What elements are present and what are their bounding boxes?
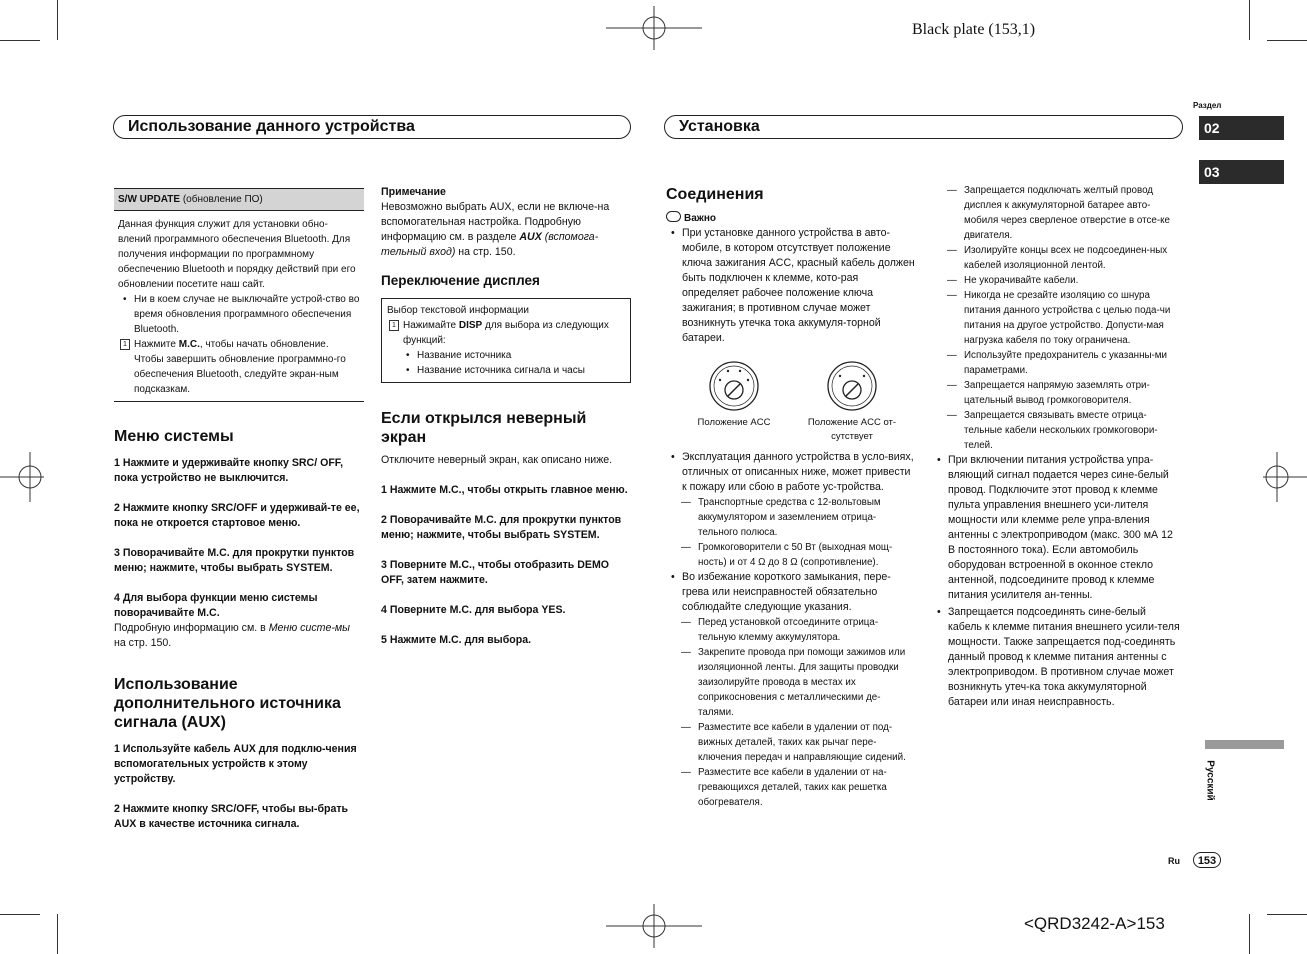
sw-update-bullet: • Ни в коем случае не выключайте устрой-ство во время обновления программного обеспечения Bluetooth.	[118, 292, 360, 337]
wrong-screen-title: Если открылся неверный экран	[381, 410, 587, 446]
warning-dash-4: — Никогда не срезайте изоляцию со шнура питания данного устройства с целью пода-чи питания на другое устройство. Допусти-мая нагрузка кабеля по току ограничена.	[946, 288, 1182, 348]
crop-mark	[0, 914, 40, 915]
note-title: Примечание	[381, 186, 446, 198]
tab-03: 03	[1199, 160, 1284, 184]
crop-mark	[57, 914, 58, 954]
display-box	[381, 298, 631, 383]
crop-mark	[1249, 914, 1250, 954]
display-switch-title: Переключение дисплея	[381, 273, 540, 288]
section-label: Раздел	[1193, 101, 1222, 110]
wrong-step-4: 4 Поверните M.C. для выбора YES.	[381, 604, 566, 616]
warning-dash-2: — Изолируйте концы всех не подсоединен-ных кабелей изоляционной лентой.	[946, 243, 1182, 273]
blue-white-wire-bullet: • При включении питания устройства упра-вляющий сигнал подается через сине-белый провод. Подключите этот провод к клемме пульта управления внешнего уси-лителя мощности или клемме реле упра-вления антенны с электроприводом (макс. 300 мА 12 В постоянного тока). Если автомобиль оборудован встроенной в оконное стекло антенной, подсоедините провод к клемме питания усилителя ан-тенны.	[932, 453, 1182, 603]
menu-system-title: Меню системы	[114, 428, 234, 445]
aux-step-1: 1 Используйте кабель AUX для подклю-чения вспомогательных устройств к этому устройству.	[114, 743, 357, 785]
language-label: Русский	[1204, 760, 1216, 801]
connections-title: Соединения	[666, 186, 764, 203]
important-icon	[666, 211, 681, 222]
warning-dash-7: — Запрещается связывать вместе отрица-тельные кабели нескольких громкоговори-телей.	[946, 408, 1182, 453]
sw-update-title: S/W UPDATE	[118, 194, 181, 205]
important-heading: Важно	[666, 211, 916, 226]
conditions-dash-2: — Громкоговорители с 50 Вт (выходная мощ-ность) и от 4 Ω до 8 Ω (сопротивление).	[680, 540, 916, 570]
display-box-title: Выбор текстовой информации	[387, 305, 529, 316]
warning-dash-5: — Используйте предохранитель с указанны-ми параметрами.	[946, 348, 1182, 378]
ignition-acc-icon	[708, 360, 760, 412]
fig-caption-acc: Положение ACC	[697, 417, 771, 428]
page-number: 153	[1193, 852, 1221, 868]
conditions-dash-1: — Транспортные средства с 12-вольтовым аккумулятором и заземлением отрица-тельного полюса.	[680, 495, 916, 540]
sw-update-subtitle: (обновление ПО)	[180, 194, 263, 205]
footer-code: <QRD3242-A>153	[1024, 914, 1165, 933]
sw-update-paragraph: Данная функция служит для установки обно-влений программного обеспечения Bluetooth. Для получения информации по программному обеспечению Bluetooth и порядку действий при его обновлении посетите наш сайт.	[118, 219, 356, 290]
column-1	[114, 188, 364, 832]
crop-mark	[1267, 914, 1307, 915]
crop-mark	[57, 0, 58, 40]
tab-02: 02	[1199, 116, 1284, 140]
registration-target-right	[1263, 452, 1307, 502]
warning-dash-6: — Запрещается напрямую заземлять отри-цательный вывод громкоговорителя.	[946, 378, 1182, 408]
left-section-header: Использование данного устройства	[113, 115, 631, 139]
wrong-step-2: 2 Поворачивайте M.C. для прокрутки пунктов меню; нажмите, чтобы выбрать SYSTEM.	[381, 514, 622, 541]
sw-update-step: 1 Нажмите M.C., чтобы начать обновление. Чтобы завершить обновление программно-го обеспечения Bluetooth, следуйте экран-ным подсказкам.	[118, 337, 360, 397]
ignition-no-acc-icon	[826, 360, 878, 412]
crop-mark	[1267, 40, 1307, 41]
column-2	[381, 185, 631, 648]
short-circuit-dash-4: — Разместите все кабели в удалении от на-гревающихся деталей, таких как решетка обогревателя.	[680, 765, 916, 810]
crop-mark	[0, 40, 40, 41]
short-circuit-dash-3: — Разместите все кабели в удалении от под-вижных деталей, таких как рычаг пере-ключения передач и направляющие сидений.	[680, 720, 916, 765]
aux-step-2: 2 Нажмите кнопку SRC/OFF, чтобы вы-брать AUX в качестве источника сигнала.	[114, 803, 349, 830]
registration-target-top	[606, 6, 702, 50]
sw-update-body	[114, 211, 364, 402]
menu-step-1: 1 Нажмите и удерживайте кнопку SRC/ OFF, пока устройство не выключится.	[114, 457, 344, 484]
important-bullet-1: • При установке данного устройства в авто-мобиле, в котором отсутствует положение ключа зажигания ACC, красный кабель должен быть подключен к клемме, кото-рая определяет рабочее положение ключа зажигания; в противном случае может возникнуть утечка тока аккумуля-торной батареи.	[666, 226, 916, 346]
display-option-1: • Название источника	[401, 348, 625, 363]
menu-step-4: 4 Для выбора функции меню системы поворачивайте M.C.	[114, 592, 318, 619]
sw-update-heading	[114, 188, 364, 211]
language-bar	[1205, 740, 1284, 749]
lang-code: Ru	[1168, 856, 1180, 866]
right-section-header: Установка	[664, 115, 1183, 139]
wrong-step-1: 1 Нажмите M.C., чтобы открыть главное меню.	[381, 484, 628, 496]
wrong-step-3: 3 Поверните M.C., чтобы отобразить DEMO OFF, затем нажмите.	[381, 559, 610, 586]
column-3	[666, 185, 916, 810]
plate-label: Black plate (153,1)	[912, 21, 1036, 38]
short-circuit-bullet: • Во избежание короткого замыкания, пере-грева или неисправностей обязательно соблюдайте следующие указания.	[666, 570, 916, 615]
short-circuit-dash-2: — Закрепите провода при помощи зажимов или изоляционной ленты. Для защиты проводки заизолируйте провода в местах их соприкосновения с металлическими де-талями.	[680, 645, 916, 720]
menu-step-2: 2 Нажмите кнопку SRC/OFF и удерживай-те ее, пока не откроется стартовое меню.	[114, 502, 360, 529]
aux-title: Использование дополнительного источника сигнала (AUX)	[114, 676, 341, 731]
menu-step-3: 3 Поворачивайте M.C. для прокрутки пунктов меню; нажмите, чтобы выбрать SYSTEM.	[114, 547, 355, 574]
display-option-2: • Название источника сигнала и часы	[401, 363, 625, 378]
warning-dash-1: — Запрещается подключать желтый провод дисплея к аккумуляторной батарее авто-мобиля через сверленое отверстие в отсе-ке двигателя.	[946, 183, 1182, 243]
crop-mark	[1249, 0, 1250, 40]
ignition-figures	[666, 360, 916, 442]
registration-target-left	[0, 452, 44, 502]
note-text: Невозможно выбрать AUX, если не включе-на вспомогательная настройка. Подробную информацию см. в разделе AUX (вспомога-тельный вход) на стр. 150.	[381, 201, 610, 258]
conditions-bullet: • Эксплуатация данного устройства в усло-виях, отличных от описанных ниже, может привести к пожару или сбою в работе ус-тройства.	[666, 450, 916, 495]
wrong-step-5: 5 Нажмите M.C. для выбора.	[381, 634, 532, 646]
menu-reference: Подробную информацию см. в Меню систе-мы на стр. 150.	[114, 622, 350, 649]
display-step: 1 Нажимайте DISP для выбора из следующих функций:	[387, 318, 625, 348]
wrong-screen-text: Отключите неверный экран, как описано ниже.	[381, 454, 613, 466]
short-circuit-dash-1: — Перед установкой отсоедините отрица-тельную клемму аккумулятора.	[680, 615, 916, 645]
fig-caption-no-acc: Положение ACC от-сутствует	[807, 417, 897, 442]
registration-target-bottom	[606, 904, 702, 948]
blue-white-wire-warning: • Запрещается подсоединять сине-белый кабель к клемме питания внешнего усили-теля мощности. Также запрещается под-соединять данный провод к клемме питания антенны с электроприводом. В противном случае может возникнуть утеч-ка тока аккумуляторной батареи или иная неисправность.	[932, 605, 1182, 710]
column-4	[932, 183, 1182, 710]
warning-dash-3: — Не укорачивайте кабели.	[946, 273, 1182, 288]
